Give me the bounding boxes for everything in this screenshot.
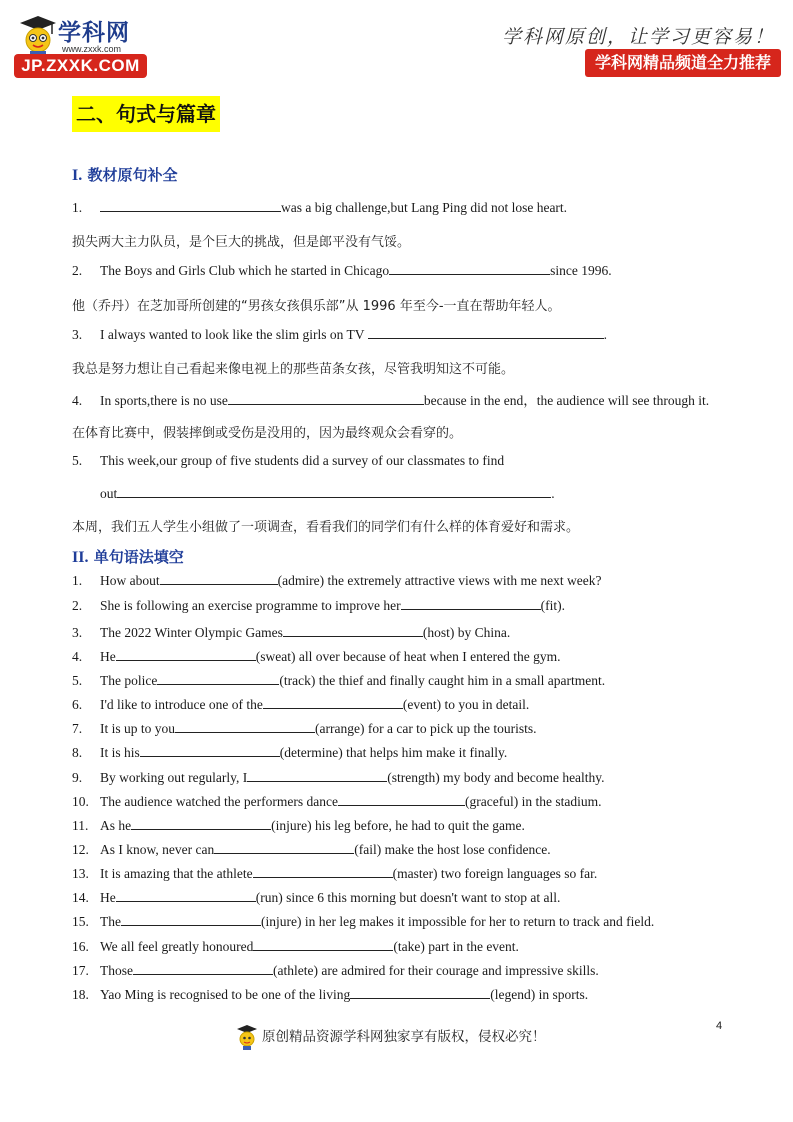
answer-blank[interactable] [140,744,280,757]
part2-item: 18. Yao Ming is recognised to be one of the living (legend) in sports. [72,987,589,1002]
part1-translation-2: 他（乔丹）在芝加哥所创建的“男孩女孩俱乐部”从 1996 年至今-一直在帮助年轻人。 [72,299,561,314]
part1-translation-4: 在体育比赛中，假装摔倒或受伤是没用的，因为最终观众会看穿的。 [72,426,463,441]
part1-roman: I. [72,167,83,184]
mascot-icon [18,14,58,58]
answer-blank[interactable] [247,769,387,782]
answer-blank[interactable] [133,962,273,975]
part1-item-1: 1. was a big challenge,but Lang Ping did not lose heart. [72,200,568,215]
part2-title: 单句语法填空 [93,548,184,566]
logo-badge: JP.ZXXK.COM [14,54,147,78]
part2-item: 2. She is following an exercise programme to improve her (fit). [72,598,566,613]
footer-text: 原创精品资源学科网独家享有版权，侵权必究！ [262,1029,546,1045]
part2-roman: II. [72,549,89,566]
part1-item-5: 5. This week,our group of five students did a survey of our classmates to find [72,453,505,468]
answer-blank[interactable] [131,817,271,830]
part1-translation-1: 损失两大主力队员，是个巨大的挑战，但是郎平没有气馁。 [72,235,411,250]
channel-badge: 学科网精品频道全力推荐 [585,49,781,77]
answer-blank[interactable] [157,672,279,685]
part2-item: 3. The 2022 Winter Olympic Games (host) by China. [72,625,511,640]
answer-blank[interactable] [117,485,551,498]
part1-heading [72,164,177,185]
part1-item-2: 2. The Boys and Girls Club which he started in Chicago since 1996. [72,263,612,278]
logo-name: 学科网 [58,20,130,46]
part2-item: 10. The audience watched the performers dance (graceful) in the stadium. [72,794,602,809]
part2-item: 9. By working out regularly, I (strength) my body and become healthy. [72,770,605,785]
part2-item: 7. It is up to you (arrange) for a car to pick up the tourists. [72,721,537,736]
answer-blank[interactable] [368,326,604,339]
footer-copyright [236,1024,546,1050]
part2-item: 14. He (run) since 6 this morning but doesn't want to stop at all. [72,890,561,905]
part1-item-5-continued: out . [100,486,555,501]
part2-item: 4. He (sweat) all over because of heat when I entered the gym. [72,649,561,664]
answer-blank[interactable] [121,913,261,926]
answer-blank[interactable] [389,262,550,275]
part1-translation-3: 我总是努力想让自己看起来像电视上的那些苗条女孩，尽管我明知这不可能。 [72,362,515,377]
part2-item: 11. As he (injure) his leg before, he had to quit the game. [72,818,525,833]
answer-blank[interactable] [263,696,403,709]
part1-translation-5: 本周，我们五人学生小组做了一项调查，看看我们的同学们有什么样的体育爱好和需求。 [72,520,580,535]
answer-blank[interactable] [338,793,465,806]
answer-blank[interactable] [401,597,541,610]
part2-item: 1. How about (admire) the extremely attractive views with me next week? [72,573,602,588]
page-number: 4 [716,1020,723,1032]
answer-blank[interactable] [253,938,393,951]
mascot-icon [236,1024,258,1050]
answer-blank[interactable] [253,865,393,878]
answer-blank[interactable] [283,624,423,637]
part1-item-3: 3. I always wanted to look like the slim girls on TV . [72,327,607,342]
part2-item: 15. The (injure) in her leg makes it impossible for her to return to track and field. [72,914,655,929]
part1-title: 教材原句补全 [87,166,178,184]
answer-blank[interactable] [228,392,424,405]
answer-blank[interactable] [175,720,315,733]
answer-blank[interactable] [116,889,256,902]
answer-blank[interactable] [160,572,278,585]
logo-url: www.zxxk.com [62,44,122,54]
site-logo[interactable] [12,12,152,82]
answer-blank[interactable] [350,986,490,999]
part2-item: 17. Those (athlete) are admired for their courage and impressive skills. [72,963,599,978]
part2-item: 8. It is his (determine) that helps him make it finally. [72,745,508,760]
answer-blank[interactable] [100,199,281,212]
part2-item: 5. The police (track) the thief and finally caught him in a small apartment. [72,673,606,688]
part2-item: 13. It is amazing that the athlete (master) two foreign languages so far. [72,866,598,881]
answer-blank[interactable] [214,841,354,854]
part2-heading [72,546,184,567]
answer-blank[interactable] [116,648,256,661]
section-title: 二、句式与篇章 [72,96,220,132]
part1-item-4: 4. In sports,there is no use because in the end，the audience will see through it. [72,393,710,408]
part2-item: 12. As I know, never can (fail) make the host lose confidence. [72,842,551,857]
header-slogan: 学科网原创，让学习更容易！ [501,26,775,48]
part2-item: 16. We all feel greatly honoured (take) part in the event. [72,939,519,954]
part2-item: 6. I'd like to introduce one of the (event) to you in detail. [72,697,530,712]
